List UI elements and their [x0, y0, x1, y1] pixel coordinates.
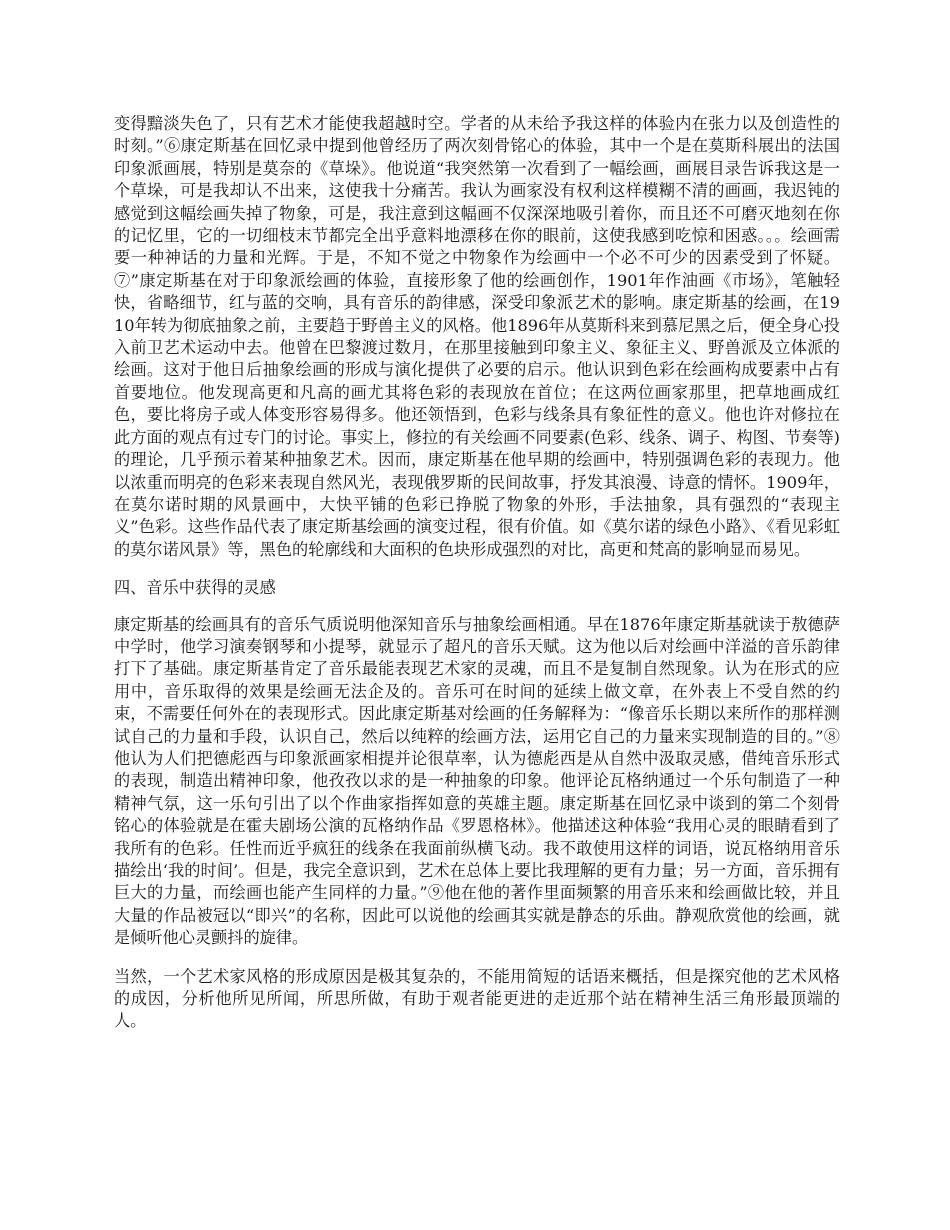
- document-page: [114, 113, 840, 1049]
- body-paragraph-conclusion: 当然，一个艺术家风格的形成原因是极其复杂的，不能用简短的话语来概括，但是探究他的艺术风格的成因，分析他所见所闻，所思所做，有助于观者能更进的走近那个站在精神生活三角形最顶端的人。: [114, 966, 840, 1031]
- body-paragraph-kandinsky-impressionism: 变得黯淡失色了，只有艺术才能使我超越时空。学者的从未给予我这样的体验内在张力以及创造性的时刻。”⑥康定斯基在回忆录中提到他曾经历了两次刻骨铭心的体验，其中一个是在莫斯科展出的法国印象派画展，特别是莫奈的《草垛》。他说道“我突然第一次看到了一幅绘画，画展目录告诉我这是一个草垛，可是我却认不出来，这使我十分痛苦。我认为画家没有权利这样模糊不清的画画，我迟钝的感觉到这幅绘画失掉了物象，可是，我注意到这幅画不仅深深地吸引着你，而且还不可磨灭地刻在你的记忆里，它的一切细枝末节都完全出乎意料地漂移在你的眼前，这使我感到吃惊和困惑。。。绘画需要一种神话的力量和光辉。于是，不知不觉之中物象作为绘画中一个必不可少的因素受到了怀疑。⑦”康定斯基在对于印象派绘画的体验，直接形象了他的绘画创作，1901年作油画《市场》，笔触轻快，省略细节，红与蓝的交响，具有音乐的韵律感，深受印象派艺术的影响。康定斯基的绘画，在1910年转为彻底抽象之前，主要趋于野兽主义的风格。他1896年从莫斯科来到慕尼黑之后，便全身心投入前卫艺术运动中去。他曾在巴黎渡过数月，在那里接触到印象主义、象征主义、野兽派及立体派的绘画。这对于他日后抽象绘画的形成与演化提供了必要的启示。他认识到色彩在绘画构成要素中占有首要地位。他发现高更和凡高的画尤其将色彩的表现放在首位；在这两位画家那里，把草地画成红色，要比将房子或人体变形容易得多。他还领悟到，色彩与线条具有象征性的意义。他也许对修拉在此方面的观点有过专门的讨论。事实上，修拉的有关绘画不同要素(色彩、线条、调子、构图、节奏等)的理论，几乎预示着某种抽象艺术。因而，康定斯基在他早期的绘画中，特别强调色彩的表现力。他以浓重而明亮的色彩来表现自然风光，表现俄罗斯的民间故事，抒发其浪漫、诗意的情怀。1909年，在莫尔诺时期的风景画中，大快平铺的色彩已挣脱了物象的外形，手法抽象，具有强烈的“表现主义”色彩。这些作品代表了康定斯基绘画的演变过程，很有价值。如《莫尔诺的绿色小路》、《看见彩虹的莫尔诺风景》等，黑色的轮廓线和大面积的色块形成强烈的对比，高更和梵高的影响显而易见。: [114, 114, 840, 559]
- section-heading-music-inspiration: 四、音乐中获得的灵感: [114, 578, 276, 598]
- body-paragraph-music-and-painting: 康定斯基的绘画具有的音乐气质说明他深知音乐与抽象绘画相通。早在1876年康定斯基就读于敖德萨中学时，他学习演奏钢琴和小提琴，就显示了超凡的音乐天赋。这为他以后对绘画中洋溢的音乐韵律打下了基础。康定斯基肯定了音乐最能表现艺术家的灵魂，而且不是复制自然现象。认为在形式的应用中，音乐取得的效果是绘画无法企及的。音乐可在时间的延续上做文章，在外表上不受自然的约束，不需要任何外在的表现形式。因此康定斯基对绘画的任务解释为：“像音乐长期以来所作的那样测试自己的力量和手段，认识自己，然后以纯粹的绘画方法，运用它自己的力量来实现制造的目的。”⑧他认为人们把德彪西与印象派画家相提并论很草率，认为德彪西是从自然中汲取灵感，借纯音乐形式的表现，制造出精神印象，他孜孜以求的是一种抽象的印象。他评论瓦格纳通过一个乐句制造了一种精神气氛，这一乐句引出了以个作曲家指挥如意的英雄主题。康定斯基在回忆录中谈到的第二个刻骨铭心的体验就是在霍夫剧场公演的瓦格纳作品《罗恩格林》。他描述这种体验“我用心灵的眼睛看到了我所有的色彩。任性而近乎疯狂的线条在我面前纵横飞动。我不敢使用这样的词语，说瓦格纳用音乐描绘出‘我的时间’。但是，我完全意识到，艺术在总体上要比我理解的更有力量；另一方面，音乐拥有巨大的力量，而绘画也能产生同样的力量。”⑨他在他的著作里面频繁的用音乐来和绘画做比较，并且大量的作品被冠以“即兴”的名称，因此可以说他的绘画其实就是静态的乐曲。静观欣赏他的绘画，就是倾听他心灵颤抖的旋律。: [114, 614, 840, 948]
